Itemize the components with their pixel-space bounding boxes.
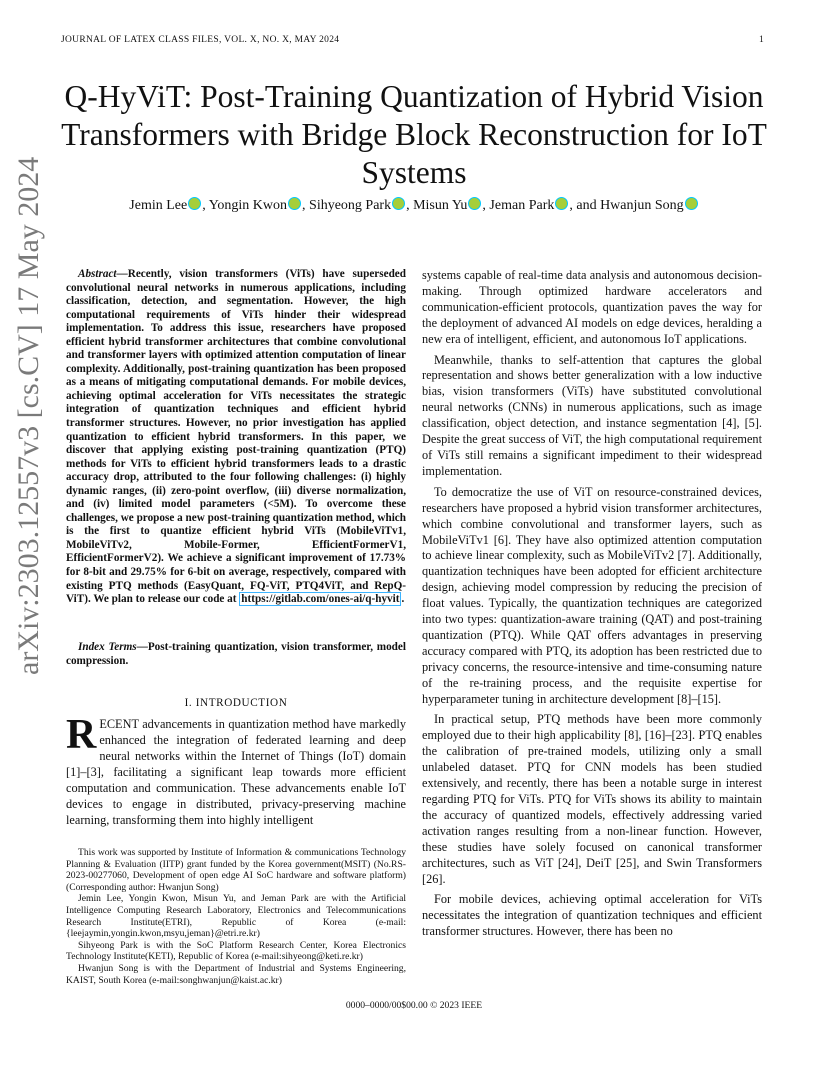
footnote: Jemin Lee, Yongin Kwon, Misun Yu, and Jeman Park are with the Artificial Intelligence Computing Research Laboratory, Electronics and Telecommunications Research Institute(ETRI), Republic of Korea (e-mail:{leejaymin,yongin.kwon,msyu,jeman}@etri.re.kr) bbox=[66, 893, 406, 940]
abstract-label: Abstract bbox=[78, 268, 117, 280]
orcid-icon[interactable] bbox=[685, 197, 698, 210]
paragraph: In practical setup, PTQ methods have been more commonly employed due to their high applicability [8], [16]–[23]. PTQ enables the calibration of pre-trained models, utilizing only a small unlabeled dataset. PTQ for CNN models has been studied extensively, and recently, there has been a notable surge in interest regarding PTQ for ViTs. PTQ for ViTs shows its ability to maintain the accuracy of quantized models, effectively addressing varied activation ranges resulting from a non-linear function. However, these studies have solely focused on canonical transformer architectures, such as ViT [24], DeiT [25], and Swin Transformers [26]. bbox=[422, 712, 762, 886]
copyright-footer: 0000–0000/00$00.00 © 2023 IEEE bbox=[345, 1000, 483, 1011]
author: Jemin Lee bbox=[129, 198, 188, 213]
paragraph: Meanwhile, thanks to self-attention that captures the global representation and shows better generalization with a low inductive bias, vision transformers (ViTs) have substituted convolutional neural networks (CNNs) in numerous applications, such as image classification, object detection, and instance segmentation [4], [5]. Despite the great success of ViT, the high computational requirement of ViTs still remains a significant impediment to their widespread implementation. bbox=[422, 352, 762, 478]
code-link[interactable]: https://gitlab.com/ones-ai/q-hyvit bbox=[241, 593, 400, 606]
orcid-icon[interactable] bbox=[555, 197, 568, 210]
author-list: Jemin Lee , Yongin Kwon , Sihyeong Park , Misun Yu , Jeman Park , and Hwanjun Song bbox=[60, 197, 768, 214]
footnote: Sihyeong Park is with the SoC Platform Research Center, Korea Electronics Technology Institute(KETI), Republic of Korea (e-mail:sihyeong@keti.re.kr) bbox=[66, 939, 406, 963]
footnote: Hwanjun Song is with the Department of Industrial and Systems Engineering, KAIST, South Korea (e-mail:songhwanjun@kaist.ac.kr) bbox=[66, 962, 406, 986]
arxiv-identifier: arXiv:2303.12557v3 [cs.CV] 17 May 2024 bbox=[12, 156, 45, 675]
author: Jeman Park bbox=[489, 198, 555, 213]
page-number: 1 bbox=[758, 35, 764, 45]
section-heading: I. INTRODUCTION bbox=[184, 697, 288, 709]
paragraph: To democratize the use of ViT on resource-constrained devices, researchers have proposed a hybrid vision transformer architectures, which combine convolutional and transformer layers, such as MobileViTv1 [6]. They have also optimized attention computation to achieve linear complexity, such as MobileViTv2 [7]. Additionally, quantization techniques have been adopted for efficient architecture design, achieving model compression by reducing the precision of float values. Typically, the quantization techniques are categorized into two types: quantization-aware training (QAT) and post-training quantization (PTQ). While QAT offers advantages in preserving accuracy compared with PTQ, its adoption has been restricted due to privacy concerns, the resource-intensive and time-consuming nature of the re-training process, and the requisite expertise for hyperparameter tuning in architecture development [8]–[15]. bbox=[422, 484, 762, 706]
index-terms-text: —Post-training quantization, vision transformer, model compression. bbox=[66, 641, 406, 667]
orcid-icon[interactable] bbox=[468, 197, 481, 210]
author: Sihyeong Park bbox=[309, 198, 392, 213]
orcid-icon[interactable] bbox=[188, 197, 201, 210]
intro-text: ECENT advancements in quantization method have markedly enhanced the integration of federated learning and deep neural networks within the Internet of Things (IoT) domain [1]–[3], facilitating a significant leap towards more efficient computation and communication. These advancements enable IoT devices to engage in distributed, privacy-preserving machine learning, transforming them into highly intelligent bbox=[66, 717, 406, 827]
abstract bbox=[66, 268, 406, 607]
author: Misun Yu bbox=[413, 198, 468, 213]
intro-paragraph bbox=[66, 712, 406, 828]
footnotes bbox=[66, 847, 406, 986]
paragraph: systems capable of real-time data analysis and autonomous decision-making. Through optimized hardware accelerators and communication-efficient protocols, quantization paves the way for the deployment of advanced AI models on edge devices, heralding a new era of intelligent, efficient, and autonomous IoT applications. bbox=[422, 268, 762, 346]
orcid-icon[interactable] bbox=[392, 197, 405, 210]
footnote: This work was supported by Institute of Information & communications Technology Planning & Evaluation (IITP) grant funded by the Korea government(MSIT) (No.RS-2023-00277060, Development of open edge AI SoC hardware and software platform) (Corresponding author: Hwanjun Song) bbox=[66, 847, 406, 893]
author: and Hwanjun Song bbox=[576, 198, 684, 213]
right-column-text bbox=[422, 268, 762, 945]
abstract-end: . bbox=[401, 593, 405, 606]
index-terms-label: Index Terms bbox=[78, 641, 137, 653]
running-header: JOURNAL OF LATEX CLASS FILES, VOL. X, NO. X, MAY 2024 bbox=[61, 35, 340, 45]
abstract-text: —Recently, vision transformers (ViTs) have superseded convolutional neural networks in numerous applications, including classification, detection, and segmentation. However, the high computational requirements of ViTs hinder their widespread implementation. To address this issue, researchers have proposed efficient hybrid transformer architectures that combine convolutional and transformer layers with optimized attention computation of linear complexity. Additionally, post-training quantization has been proposed as a means of mitigating computational demands. For mobile devices, achieving optimal acceleration for ViTs necessitates the strategic integration of quantization techniques and efficient hybrid transformer structures. However, no prior investigation has applied quantization to efficient hybrid transformers. In this paper, we discover that applying existing post-training quantization (PTQ) methods for ViTs to efficient hybrid transformers leads to a drastic accuracy drop, attributed to the four following challenges: (i) highly dynamic ranges, (ii) zero-point overflow, (iii) diverse normalization, and (iv) limited model parameters (<5M). To overcome these challenges, we propose a new post-training quantization method, which is the first to quantize efficient hybrid ViTs (MobileViTv1, MobileViTv2, Mobile-Former, EfficientFormerV1, EfficientFormerV2). We achieve a significant improvement of 17.73% for 8-bit and 29.75% for 6-bit on average, respectively, compared with existing PTQ methods (EasyQuant, FQ-ViT, PTQ4ViT, and RepQ-ViT). We plan to release our code at bbox=[66, 268, 406, 606]
index-terms bbox=[66, 641, 406, 668]
paragraph: For mobile devices, achieving optimal acceleration for ViTs necessitates the integration of quantization techniques and efficient transformer structures. However, there has been no bbox=[422, 892, 762, 939]
orcid-icon[interactable] bbox=[288, 197, 301, 210]
author: Yongin Kwon bbox=[208, 198, 288, 213]
paper-title: Q-HyViT: Post-Training Quantization of Hybrid Vision Transformers with Bridge Block Reconstruction for IoT Systems bbox=[61, 79, 767, 190]
drop-cap: R bbox=[66, 712, 97, 758]
